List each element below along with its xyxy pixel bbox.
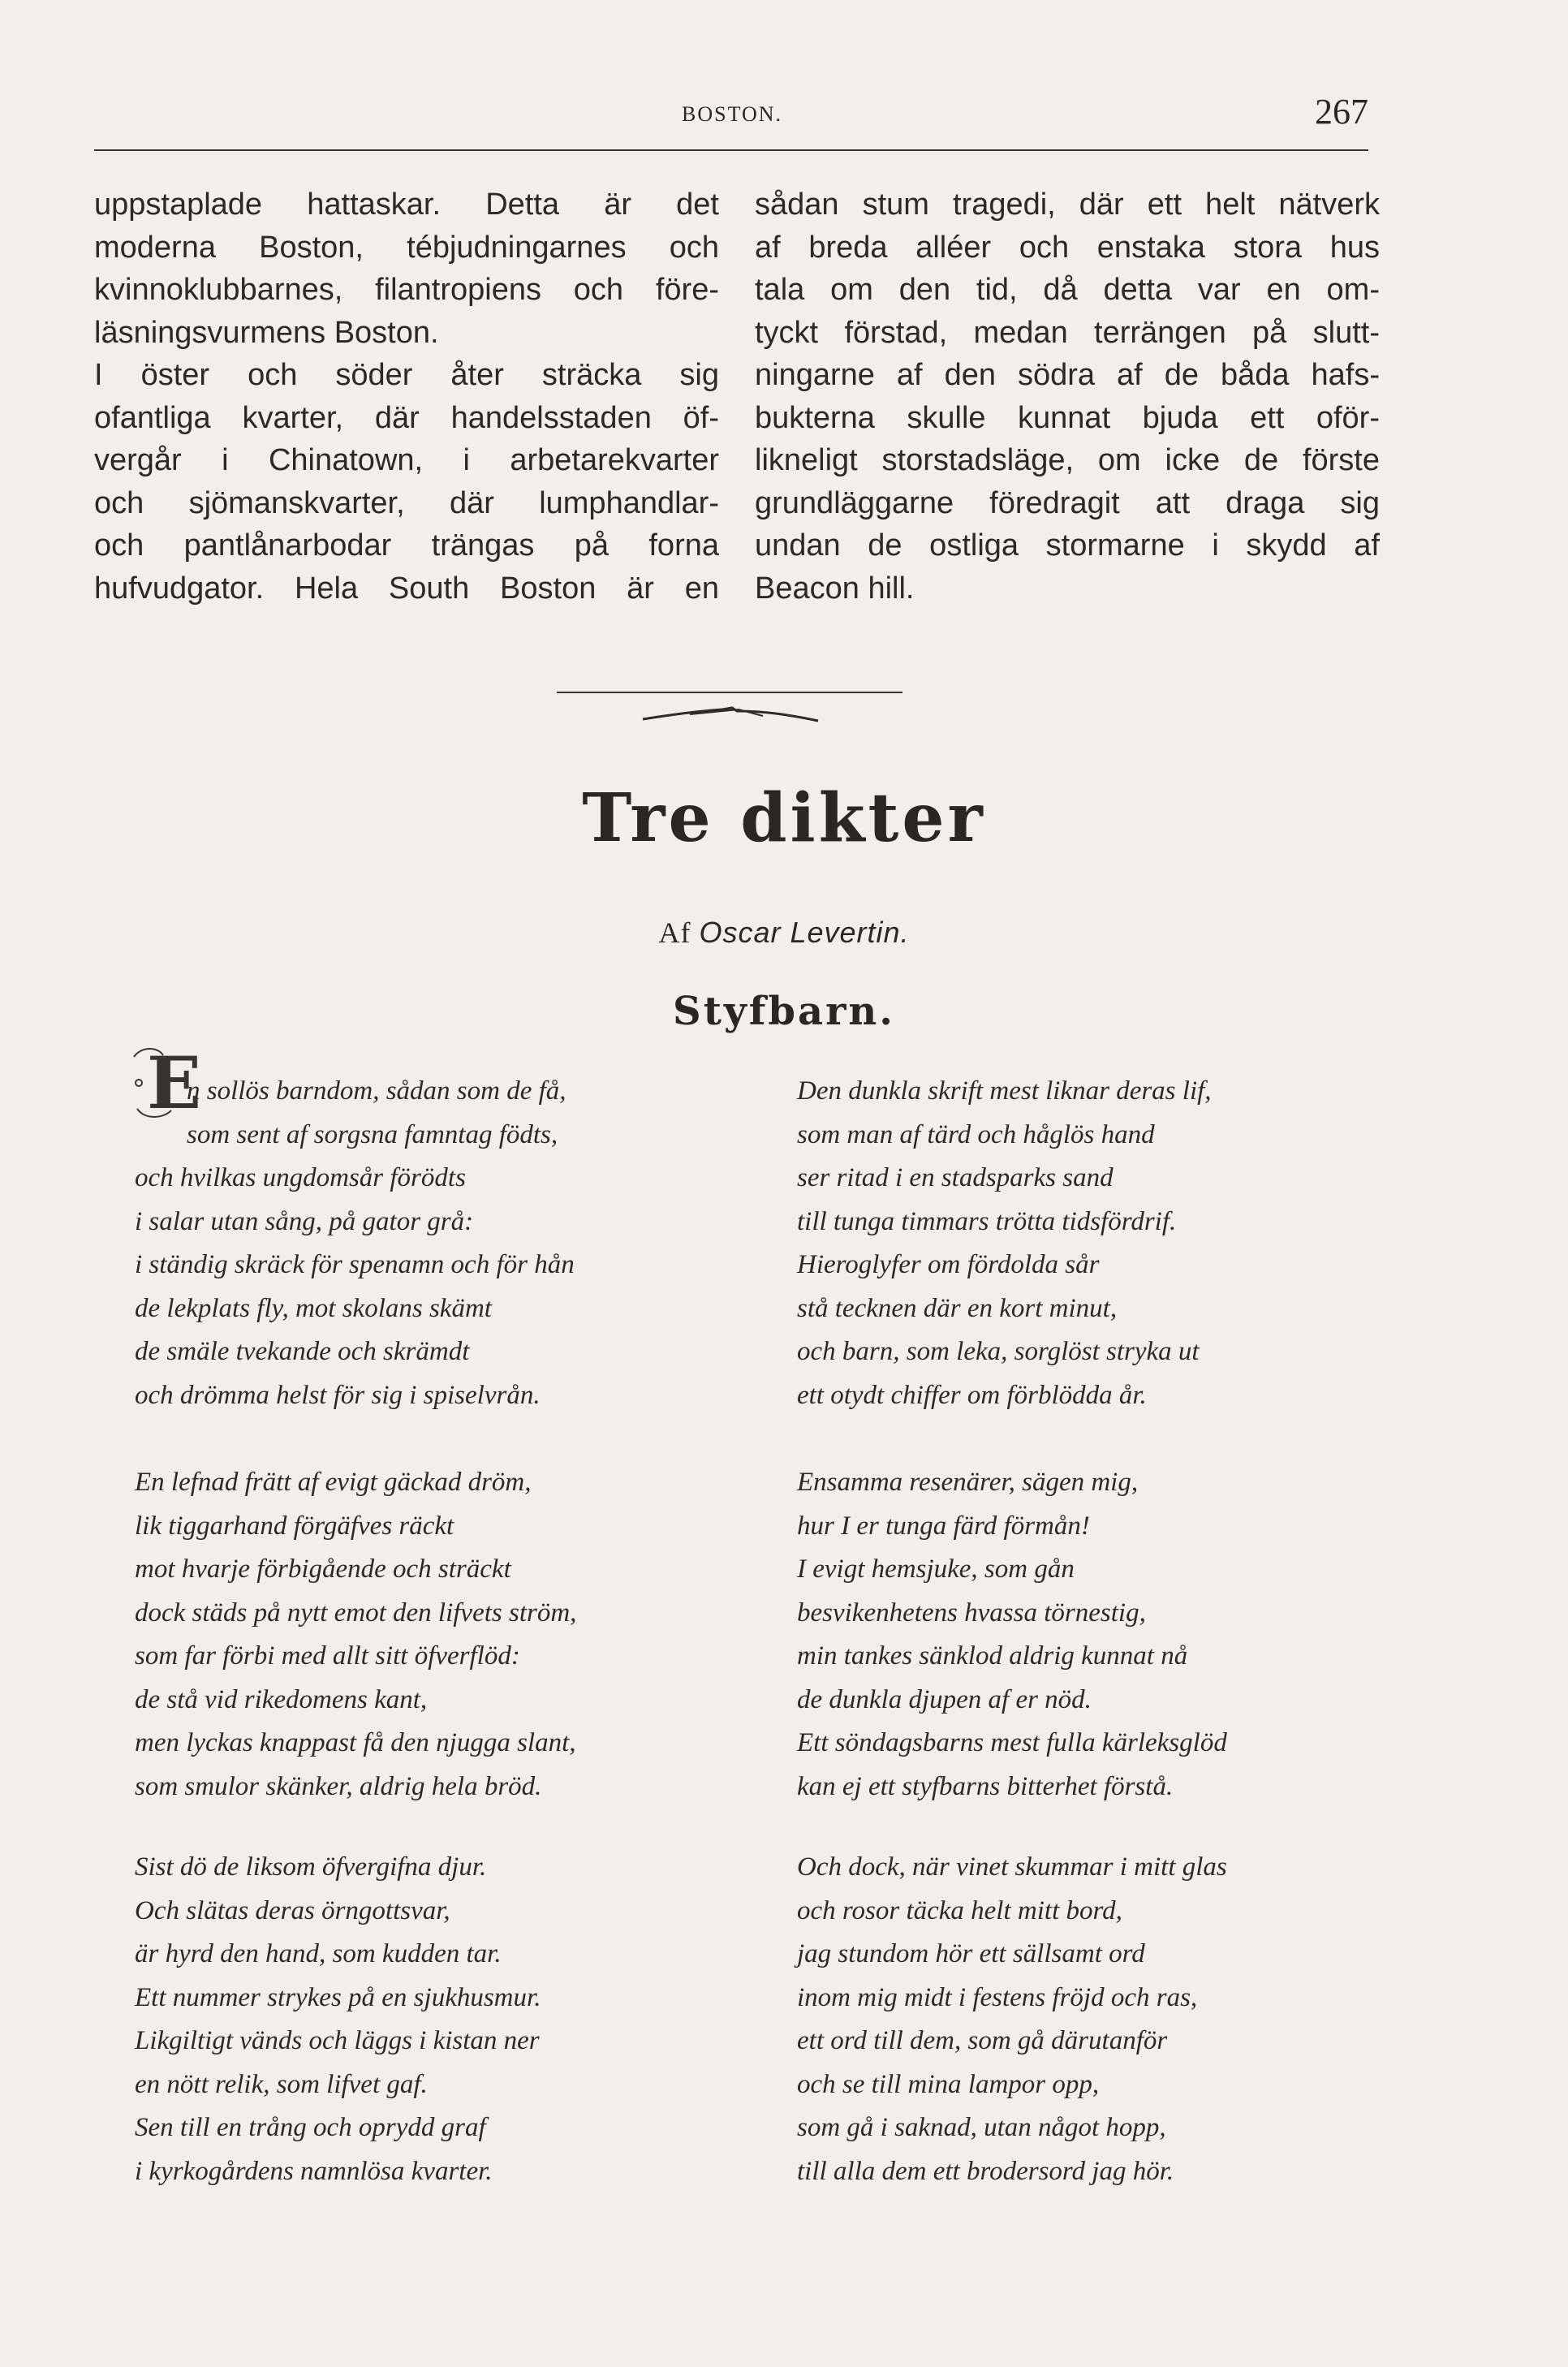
verse-line: till tunga timmars trötta tidsfördrif.: [797, 1206, 1177, 1236]
author-name: Oscar Levertin.: [699, 916, 910, 949]
verse-line: i salar utan sång, på gator grå:: [135, 1206, 474, 1236]
stanza-6: [797, 1846, 1227, 2193]
verse-line: och drömma helst för sig i spiselvrån.: [135, 1380, 541, 1410]
prose-line: undan de ostliga stormarne i skydd af: [755, 528, 1380, 563]
verse-line: jag stundom hör ett sällsamt ord: [797, 1939, 1145, 1968]
prose-line: grundläggarne föredragit att draga sig: [755, 485, 1380, 520]
poem-collection-title: Tre dikter: [582, 779, 986, 857]
verse-line: i kyrkogårdens namnlösa kvarter.: [135, 2156, 493, 2186]
prose-column-right: [755, 183, 1380, 610]
section-divider-rule: [557, 692, 902, 693]
verse-line: mot hvarje förbigående och sträckt: [135, 1554, 511, 1584]
byline-prefix: Af: [658, 916, 691, 949]
verse-line: ser ritad i en stadsparks sand: [797, 1163, 1114, 1192]
header-rule: [94, 149, 1368, 151]
verse-line: I evigt hemsjuke, som gån: [797, 1554, 1075, 1584]
verse-line: min tankes sänklod aldrig kunnat nå: [797, 1641, 1188, 1671]
drop-cap-ornament: [136, 1041, 202, 1125]
verse-line: ett ord till dem, som gå därutanför: [797, 2026, 1168, 2055]
running-head: BOSTON.: [682, 102, 783, 126]
verse-line: de smäle tvekande och skrämdt: [135, 1337, 470, 1366]
verse-line: kan ej ett styfbarns bitterhet förstå.: [797, 1771, 1174, 1801]
prose-line: tala om den tid, då detta var en om-: [755, 273, 1380, 307]
verse-line: som far förbi med allt sitt öfverflöd:: [135, 1641, 520, 1671]
verse-line: till alla dem ett brodersord jag hör.: [797, 2156, 1174, 2186]
prose-line: kvinnoklubbarnes, filantropiens och före-: [94, 273, 719, 307]
verse-line: och se till mina lampor opp,: [797, 2069, 1100, 2099]
verse-line: de lekplats fly, mot skolans skämt: [135, 1293, 492, 1323]
verse-line: Den dunkla skrift mest liknar deras lif,: [797, 1076, 1212, 1106]
prose-line: läsningsvurmens Boston.: [94, 315, 439, 350]
verse-line: Ensamma resenärer, sägen mig,: [797, 1468, 1139, 1497]
prose-line: tyckt förstad, medan terrängen på slutt-: [755, 315, 1380, 350]
prose-line: moderna Boston, tébjudningarnes och: [94, 230, 719, 265]
verse-line: som sent af sorgsna famntag födts,: [187, 1119, 558, 1149]
verse-line: En lefnad frätt af evigt gäckad dröm,: [135, 1468, 532, 1497]
verse-line: Hieroglyfer om fördolda sår: [797, 1250, 1100, 1279]
prose-line: uppstaplade hattaskar. Detta är det: [94, 188, 719, 222]
stanza-4: [797, 1461, 1227, 1809]
verse-line: som man af tärd och håglös hand: [797, 1119, 1155, 1149]
verse-line: Sist dö de liksom öfvergifna djur.: [135, 1852, 487, 1882]
byline: [0, 916, 1568, 950]
verse-line: de stå vid rikedomens kant,: [135, 1684, 428, 1714]
verse-line: en nött relik, som lifvet gaf.: [135, 2069, 428, 2099]
verse-line: som gå i saknad, utan något hopp,: [797, 2113, 1166, 2142]
verse-line: hur I er tunga färd förmån!: [797, 1511, 1090, 1541]
page-number: 267: [1315, 92, 1368, 132]
verse-line: dock städs på nytt emot den lifvets ström,: [135, 1597, 577, 1628]
stanza-5: [135, 1846, 541, 2193]
verse-line: Ett söndagsbarns mest fulla kärleksglöd: [797, 1728, 1227, 1757]
stanza-3: [135, 1461, 576, 1809]
verse-line: är hyrd den hand, som kudden tar.: [135, 1939, 502, 1968]
verse-line: stå tecknen där en kort minut,: [797, 1293, 1118, 1323]
prose-line: I öster och söder åter sträcka sig: [94, 358, 719, 392]
drop-cap-letter: E: [147, 1041, 202, 1125]
prose-line: sådan stum tragedi, där ett helt nätverk: [755, 188, 1380, 222]
poem-title: Styfbarn.: [673, 989, 895, 1034]
prose-line: af breda alléer och enstaka stora hus: [755, 230, 1380, 265]
verse-line: som smulor skänker, aldrig hela bröd.: [135, 1771, 542, 1801]
verse-line: och rosor täcka helt mitt bord,: [797, 1895, 1122, 1925]
verse-line: ett otydt chiffer om förblödda år.: [797, 1380, 1147, 1410]
verse-line: Ett nummer strykes på en sjukhusmur.: [135, 1982, 541, 2012]
verse-line: och barn, som leka, sorglöst stryka ut: [797, 1337, 1200, 1366]
prose-line: likneligt storstadsläge, om icke de förste: [755, 443, 1380, 477]
verse-line: de dunkla djupen af er nöd.: [797, 1684, 1092, 1714]
prose-column-left: [94, 183, 719, 610]
prose-line: ningarne af den södra af de båda hafs-: [755, 358, 1380, 392]
prose-line: och pantlånarbodar trängas på forna: [94, 528, 719, 563]
stanza-2: [797, 1070, 1212, 1417]
stanza-1: [135, 1041, 575, 1417]
flourish-ornament-icon: [641, 705, 820, 726]
verse-line: i ständig skräck för spenamn och för hån: [135, 1250, 575, 1279]
verse-line: Och dock, när vinet skummar i mitt glas: [797, 1852, 1227, 1882]
verse-line: inom mig midt i festens fröjd och ras,: [797, 1982, 1198, 2012]
prose-line: hufvudgator. Hela South Boston är en: [94, 571, 719, 606]
verse-line: men lyckas knappast få den njugga slant,: [135, 1728, 576, 1757]
verse-line: lik tiggarhand förgäfves räckt: [135, 1511, 454, 1541]
verse-line: Sen till en trång och oprydd graf: [135, 2113, 486, 2142]
prose-line: vergår i Chinatown, i arbetarekvarter: [94, 443, 719, 477]
verse-line: Och slätas deras örngottsvar,: [135, 1895, 450, 1925]
verse-line: och hvilkas ungdomsår förödts: [135, 1163, 466, 1192]
verse-line: Likgiltigt vänds och läggs i kistan ner: [135, 2026, 540, 2055]
prose-line: Beacon hill.: [755, 571, 915, 606]
prose-line: bukterna skulle kunnat bjuda ett oför-: [755, 400, 1380, 435]
verse-line: besvikenhetens hvassa törnestig,: [797, 1597, 1146, 1628]
verse-line: n sollös barndom, sådan som de få,: [187, 1076, 566, 1106]
prose-line: ofantliga kvarter, där handelsstaden öf-: [94, 400, 719, 435]
prose-line: och sjömanskvarter, där lumphandlar-: [94, 485, 719, 520]
